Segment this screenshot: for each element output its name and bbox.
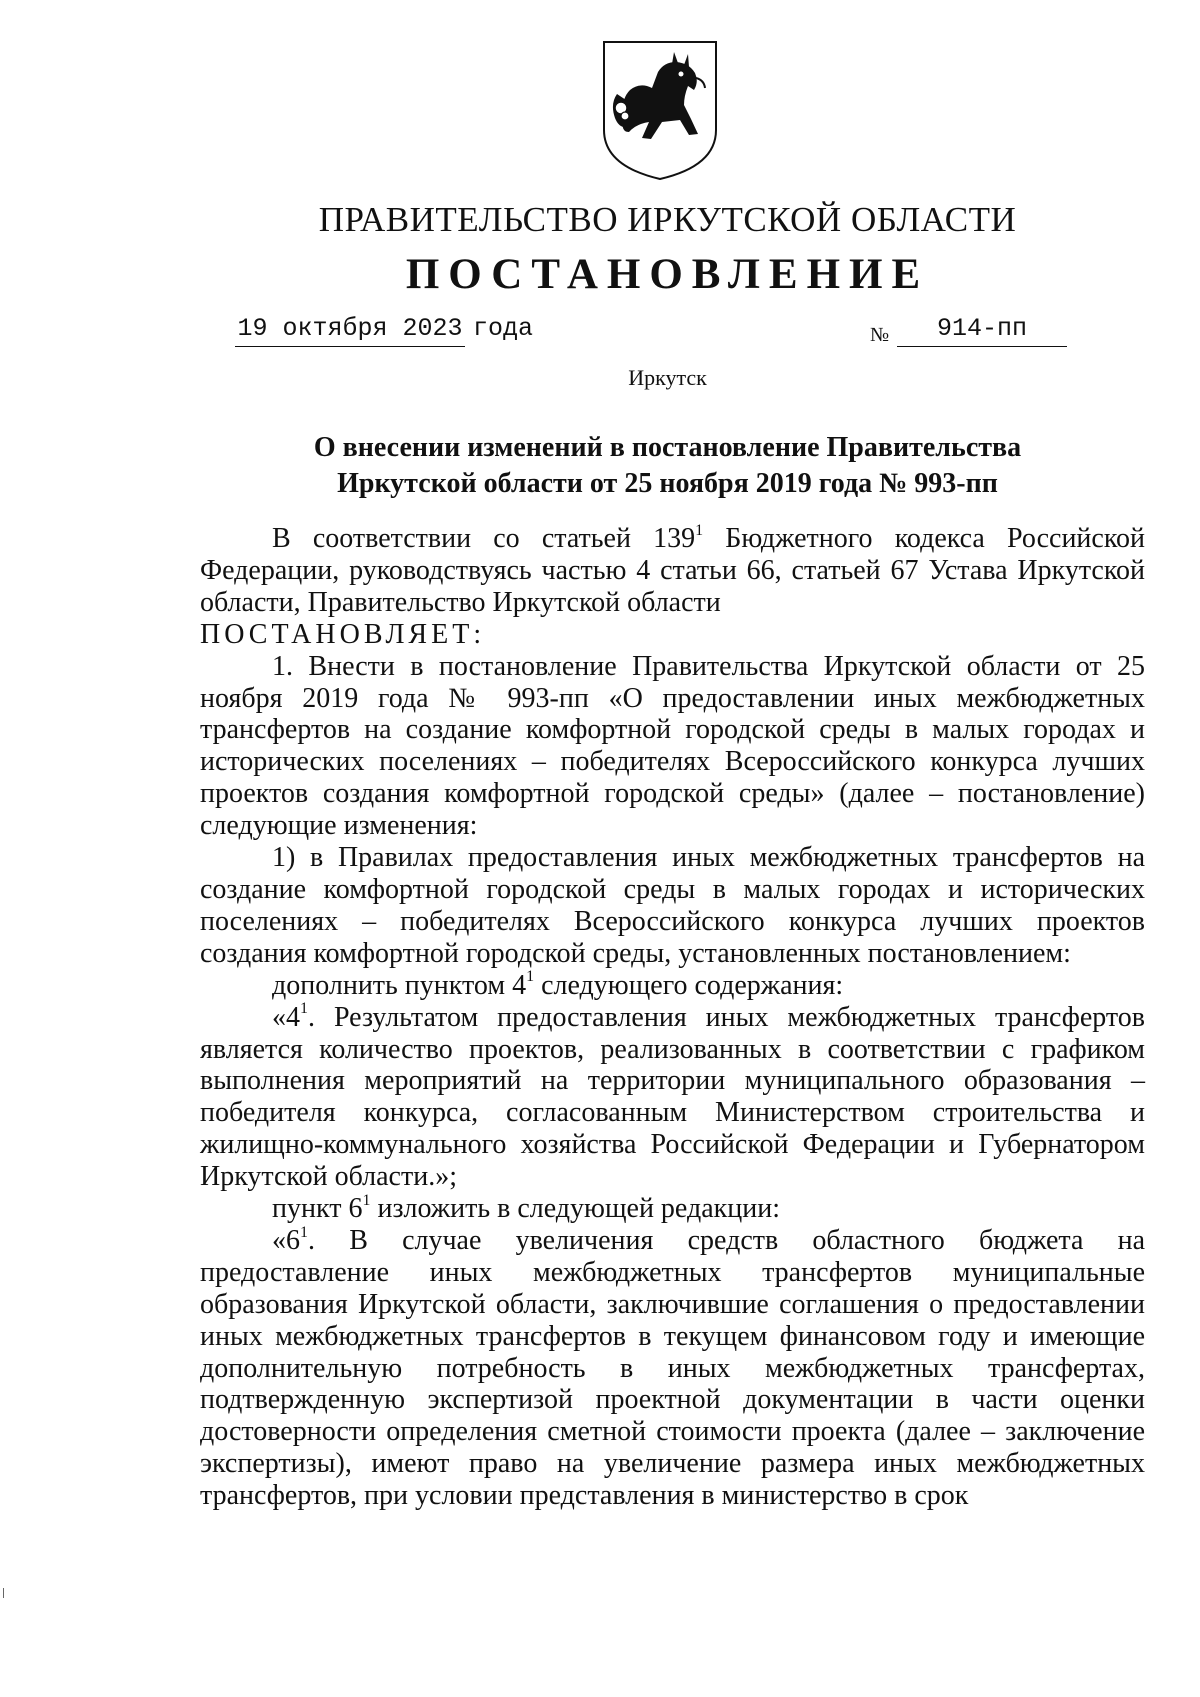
preamble-paragraph [200, 523, 1145, 619]
text-fragment: дополнить пунктом 4 [272, 969, 527, 1001]
government-name: ПРАВИТЕЛЬСТВО ИРКУТСКОЙ ОБЛАСТИ [318, 200, 1017, 239]
paragraph-subitem-1: 1) в Правилах предоставления иных межбюджетных трансфертов на создание комфортной городской среды в малых городах и исторических поселениях – победителях Всероссийского конкурса лучших проектов создания комфортной городской среды, установленных постановлением: [200, 842, 1145, 969]
paragraph-point-6-1 [200, 1225, 1145, 1512]
text-fragment: пункт 6 [272, 1193, 363, 1225]
paragraph-restate-point [200, 1193, 1145, 1225]
superscript: 1 [526, 968, 535, 986]
superscript: 1 [695, 521, 704, 539]
text-fragment: В соответствии со статьей 139 [272, 523, 696, 554]
decree-body [200, 523, 1145, 1512]
decree-title: ПОСТАНОВЛЕНИЕ [405, 251, 930, 298]
text-fragment: «6 [272, 1224, 300, 1256]
decree-number: 914-пп [897, 312, 1067, 347]
decree-subject [0, 430, 1200, 502]
superscript: 1 [300, 1223, 308, 1241]
text-fragment: изложить в следующей редакции: [370, 1193, 780, 1225]
paragraph-item-1: 1. Внести в постановление Правительства Иркутской области от 25 ноября 2019 года № 993-пп «О предоставлении иных межбюджетных трансфертов на создание комфортной городской среды в малых городах и исторических поселениях – победителях Всероссийского конкурса лучших проектов создания комфортной городской среды» (далее – постановление) следующие изменения: [200, 650, 1145, 842]
subject-line-1: О внесении изменений в постановление Правительства [313, 432, 1022, 463]
resolves-heading: ПОСТАНОВЛЯЕТ: [200, 618, 486, 650]
text-fragment: . Результатом предоставления иных межбюджетных трансфертов является количество проектов, реализованных в соответствии с графиком выполнения мероприятий на территории муниципального образования – победителя конкурса, согласованным Министерством строительства и жилищно-коммунального хозяйства Российской Федерации и Губернатором Иркутской области.»; [200, 1001, 1145, 1193]
superscript: 1 [300, 1000, 308, 1018]
text-fragment: «4 [272, 1001, 300, 1033]
text-fragment: следующего содержания: [534, 969, 844, 1001]
decree-date-suffix: года [473, 314, 534, 343]
paragraph-point-4-1 [200, 1002, 1145, 1193]
city-name: Иркутск [628, 365, 707, 390]
paragraph-add-point [200, 970, 1145, 1002]
superscript: 1 [362, 1191, 371, 1209]
decree-date: 19 октября 2023 [235, 312, 465, 347]
text-fragment: Бюджетного кодекса Российской Федерации, руководствуясь частью 4 статьи 66, статьей 67 Устава Иркутской области, Правительство Иркутской области [200, 523, 1146, 618]
subject-line-2: Иркутской области от 25 ноября 2019 года № 993-пп [337, 468, 998, 499]
number-sign: № [870, 324, 890, 346]
text-fragment: . В случае увеличения средств областного бюджета на предоставление иных межбюджетных трансфертов муниципальные образования Иркутской области, заключившие соглашения о предоставлении иных межбюджетных трансфертов в текущем финансовом году и имеющие дополнительную потребность в иных межбюджетных трансфертах, подтвержденную экспертизой проектной документации в части оценки достоверности определения сметной стоимости проекта (далее – заключение экспертизы), имеют право на увеличение размера иных межбюджетных трансфертов, при условии представления в министерство в срок [200, 1224, 1145, 1512]
scan-margin-mark [3, 1588, 4, 1598]
coat-of-arms-emblem [600, 38, 720, 183]
